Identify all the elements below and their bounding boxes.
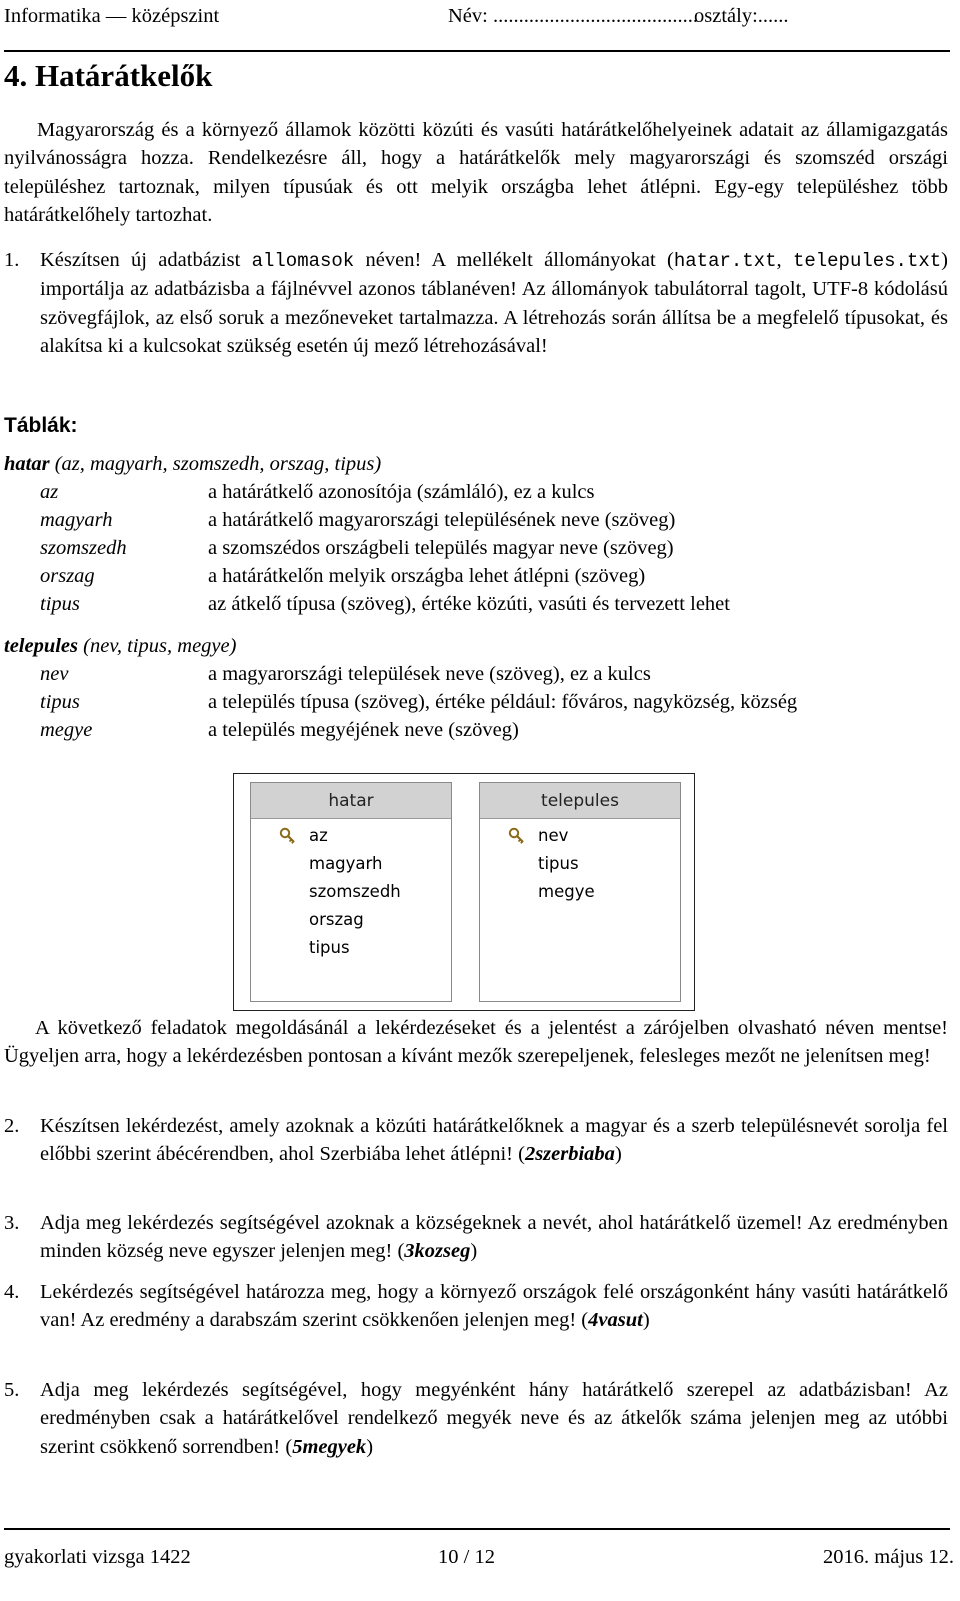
telepules-field-row: nev a magyarországi települések neve (szöveg), ez a kulcs [40, 663, 651, 685]
header-subject: Informatika — középszint [4, 5, 220, 27]
intro-paragraph: Magyarország és a környező államok közötti közúti és vasúti határátkelőhelyeinek adatait az államigazgatás nyilvánosságra hozza. Rendelkezésre áll, hogy a határátkelők mely magyarországi és szomszéd országi településhez tartoznak, milyen típusúak és ott melyik országba lehet átlépni. Egy-egy településhez több határátkelőhely tartozhat. [4, 119, 948, 227]
save-name: 5megyek [292, 1435, 367, 1458]
task-5-number: 5. [4, 1379, 20, 1401]
task-title: 4. Határátkelők [4, 58, 213, 93]
task-4-number: 4. [4, 1281, 20, 1303]
telepules-field-row: megye a település megyéjének neve (szöveg) [40, 719, 519, 741]
page-footer [4, 1543, 954, 1571]
telepules-signature: telepules (nev, tipus, megye) [4, 635, 237, 657]
file-hatar: hatar.txt [673, 250, 777, 272]
task-3-text: Adja meg lekérdezés segítségével azoknak a községeknek a nevét, ahol határátkelő üzemel! Az eredményben minden község neve egyszer jelenjen meg! (3kozseg) [40, 1212, 948, 1263]
task-2-number: 2. [4, 1115, 20, 1137]
key-icon [508, 827, 526, 845]
hatar-field-row: az a határátkelő azonosítója (számláló), ez a kulcs [40, 481, 595, 503]
tables-heading: Táblák: [4, 414, 78, 437]
diagram-field: az [251, 822, 451, 850]
hatar-table-name: hatar [4, 453, 50, 475]
save-name: 2szerbiaba [524, 1143, 615, 1166]
diagram-table-hatar [250, 782, 452, 1002]
key-icon [279, 827, 297, 845]
diagram-table-telepules [479, 782, 681, 1002]
task-1-number: 1. [4, 249, 20, 271]
footer-divider [4, 1528, 950, 1530]
hatar-signature: hatar (az, magyarh, szomszedh, orszag, tipus) [4, 453, 382, 475]
diagram-field: tipus [309, 938, 350, 957]
header-divider [4, 50, 950, 52]
hatar-field-row: szomszedh a szomszédos országbeli település magyar neve (szöveg) [40, 537, 674, 559]
diagram-field: szomszedh [309, 882, 401, 901]
diagram-field: nev [480, 822, 680, 850]
save-name: 4vasut [588, 1309, 643, 1332]
task-3-number: 3. [4, 1212, 20, 1234]
header-name-field: Név: ........................................ [448, 5, 698, 27]
diagram-field: tipus [538, 854, 579, 873]
diagram-table-title: telepules [480, 783, 680, 819]
footer-exam: gyakorlati vizsga 1422 [4, 1546, 191, 1568]
diagram-field: megye [538, 882, 595, 901]
telepules-table-name: telepules [4, 635, 79, 657]
file-telepules: telepules.txt [792, 250, 942, 272]
task-4-text: Lekérdezés segítségével határozza meg, hogy a környező országok felé országonként hány vasúti határátkelő van! Az eredmény a darabszám szerint csökkenően jelenjen meg! (4vasut) [40, 1281, 948, 1332]
database-diagram [233, 773, 695, 1011]
page-header [4, 2, 950, 30]
hatar-field-row: orszag a határátkelőn melyik országba lehet átlépni (szöveg) [40, 565, 646, 587]
database-name: allomasok [251, 250, 355, 272]
footer-date: 2016. május 12. [823, 1546, 954, 1568]
hatar-field-row: magyarh a határátkelő magyarországi településének neve (szöveg) [40, 509, 676, 531]
note-paragraph: A következő feladatok megoldásánál a lekérdezéseket és a jelentést a zárójelben olvasható néven mentse! Ügyeljen arra, hogy a lekérdezésben pontosan a kívánt mezők szerepeljenek, felesleges mezőt ne jelenítsen meg! [4, 1017, 948, 1068]
hatar-field-row: tipus az átkelő típusa (szöveg), értéke közúti, vasúti és tervezett lehet [40, 593, 730, 615]
task-1-text: Készítsen új adatbázist allomasok néven! A mellékelt állományokat (hatar.txt, telepules.txt) importálja az adatbázisba a fájlnévvel azonos táblanéven! Az állományok tabulátorral tagolt, UTF-8 kódolású szövegfájlok, az első soruk a mezőneveket tartalmazza. A létrehozás során állítsa be a megfelelő típusokat, és alakítsa ki a kulcsokat szükség esetén új mező létrehozásával! [40, 249, 948, 358]
task-2-text: Készítsen lekérdezést, amely azoknak a közúti határátkelőknek a magyar és a szerb településnevét sorolja fel előbbi szerint ábécérendben, ahol Szerbiába lehet átlépni! (2szerbiaba) [40, 1115, 948, 1166]
task-5-text: Adja meg lekérdezés segítségével, hogy megyénként hány határátkelő szerepel az adatbázisban! Az eredményben csak a határátkelővel rendelkező megyék neve és az átkelők száma jelenjen meg az utóbbi szerint csökkenő sorrendben! (5megyek) [40, 1379, 948, 1458]
footer-page-number: 10 / 12 [438, 1546, 495, 1568]
header-class-field: osztály:...... [694, 5, 789, 27]
save-name: 3kozseg [404, 1240, 471, 1263]
diagram-field: orszag [309, 910, 364, 929]
diagram-field: magyarh [309, 854, 383, 873]
telepules-field-row: tipus a település típusa (szöveg), értéke például: főváros, nagyközség, község [40, 691, 798, 713]
diagram-table-title: hatar [251, 783, 451, 819]
